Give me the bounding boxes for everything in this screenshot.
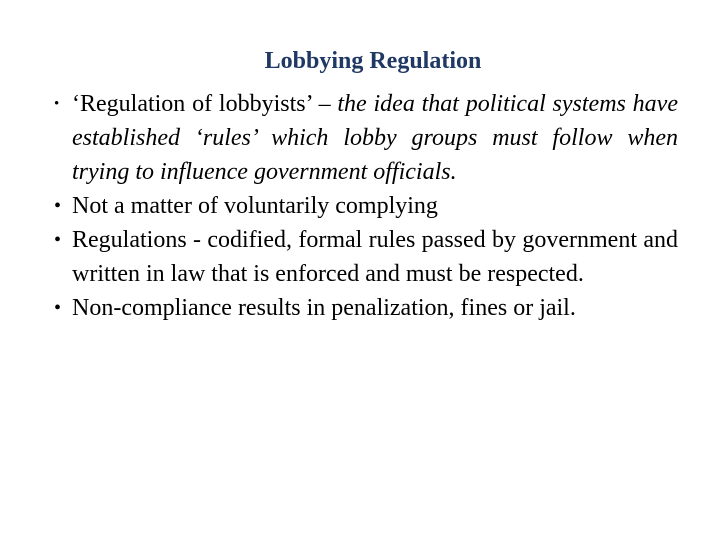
bullet-text: Not a matter of voluntarily complying: [72, 193, 438, 219]
bullet-item-definition: [50, 87, 678, 189]
bullet-item-regulations: [50, 223, 678, 291]
bullet-lead-text: ‘Regulation of lobbyists’ –: [72, 91, 338, 117]
bullet-text: Regulations - codified, formal rules passed by government and written in law that is enforced and must be respected.: [72, 227, 678, 287]
bullet-marker: •: [54, 297, 62, 319]
bullet-item-voluntary: [50, 189, 678, 223]
bullet-item-noncompliance: [50, 291, 678, 325]
bullet-marker: •: [54, 96, 60, 112]
bullet-italic-text: the idea that political systems have established ‘rules’ which lobby groups must follow when trying to influence government officials.: [72, 91, 678, 185]
bullet-text: Non-compliance results in penalization, fines or jail.: [72, 295, 576, 321]
bullet-marker: •: [54, 229, 62, 251]
slide-title: Lobbying Regulation: [264, 48, 482, 74]
bullet-list: [50, 87, 678, 325]
bullet-marker: •: [54, 195, 62, 217]
